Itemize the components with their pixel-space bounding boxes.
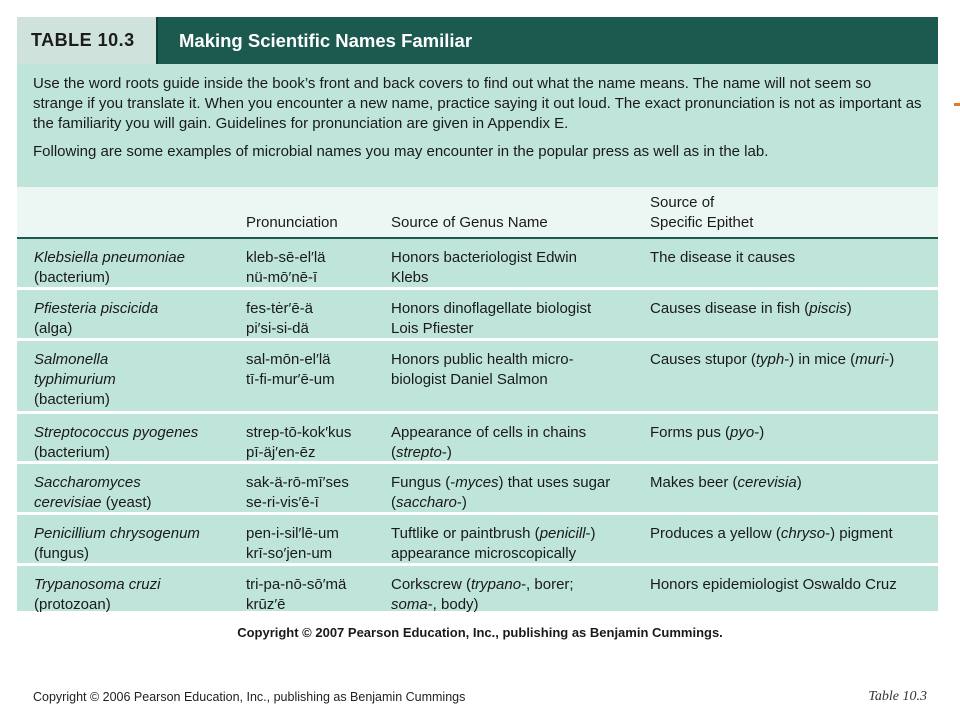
text-run: -) pigment (825, 525, 893, 542)
root-word: chryso (780, 525, 826, 542)
epithet-source-cell: The disease it causes (650, 249, 796, 266)
genus-source-line (391, 473, 641, 493)
genus-source-line (391, 595, 641, 615)
genus-source-cell (391, 299, 641, 339)
pronunciation-cell (246, 350, 386, 390)
table-row (17, 515, 938, 566)
pronunciation-line: kleb-sē-el′lä (246, 249, 326, 266)
pronunciation-line: krī-so′jen-um (246, 545, 333, 562)
root-word: pyo (730, 424, 755, 441)
pronunciation-line: se-ri-vis′ē-ī (246, 494, 319, 511)
genus-source-cell (391, 473, 641, 513)
text-run: ( (391, 444, 396, 461)
table-intro (17, 64, 938, 187)
pronunciation-line: sal-mōn-el′lä (246, 351, 331, 368)
pronunciation-line: krūz′ē (246, 596, 286, 613)
text-run: -, borer; (521, 576, 574, 593)
root-word: saccharo (396, 494, 457, 511)
header-pronunciation: Pronunciation (246, 214, 338, 231)
table-row (17, 464, 938, 515)
text-run: Causes disease in fish ( (650, 300, 810, 317)
genus-source-line (391, 524, 641, 544)
pronunciation-line: pi′si-si-dä (246, 320, 309, 337)
organism-type: (bacterium) (34, 269, 110, 286)
organism-name: Salmonella (34, 351, 109, 368)
genus-source-line: Lois Pfiester (391, 320, 474, 337)
table-copyright: Copyright © 2007 Pearson Education, Inc., publishing as Benjamin Cummings. (237, 625, 723, 640)
pronunciation-line: tri-pa-nō-sō′mä (246, 576, 347, 593)
header-epithet-line2: Specific Epithet (650, 214, 754, 231)
organism-type: (protozoan) (34, 596, 111, 613)
intro-examples: Following are some examples of microbial names you may encounter in the popular press as well as in the lab. (33, 143, 769, 160)
table-label: TABLE 10.3 (17, 17, 158, 64)
text-run: -) (441, 444, 452, 461)
header-epithet-source (650, 193, 938, 233)
table-row (17, 341, 938, 414)
table-row (17, 566, 938, 611)
organism-cell (34, 350, 239, 410)
pronunciation-cell (246, 248, 386, 288)
root-word: cerevisia (737, 474, 797, 491)
organism-name: Penicillium chrysogenum (34, 525, 200, 542)
intro-paragraph: Use the word roots guide inside the book’s front and back covers to find out what the name means. The name will not seem so strange if you translate it. When you encounter a new name, practice saying it out loud. The exact pronunciation is not as important as the familiarity you will gain. Guidelines for pronunciation are given in Appendix E. (33, 75, 922, 132)
organism-name: Pfiesteria piscicida (34, 300, 159, 317)
genus-source-line: Honors bacteriologist Edwin (391, 249, 577, 266)
table-10-3 (17, 17, 938, 611)
organism-name: Trypanosoma cruzi (34, 576, 161, 593)
table-title: Making Scientific Names Familiar (179, 29, 473, 51)
genus-source-line (391, 443, 641, 463)
organism-type: (fungus) (34, 545, 90, 562)
pronunciation-cell (246, 299, 386, 339)
pronunciation-line: pen-i-sil′lē-um (246, 525, 339, 542)
text-run: ( (391, 494, 396, 511)
text-run: ) (846, 300, 852, 317)
text-run: -) (884, 351, 895, 368)
epithet-source-cell (650, 524, 938, 544)
organism-name: cerevisiae (34, 494, 102, 511)
text-run: Fungus (- (391, 474, 456, 491)
organism-type: (bacterium) (34, 444, 110, 461)
text-run: -) in mice ( (784, 351, 856, 368)
text-run: ) (796, 474, 802, 491)
organism-type: (bacterium) (34, 391, 110, 408)
genus-source-line: Klebs (391, 269, 429, 286)
organism-cell (34, 575, 239, 615)
root-word: piscis (809, 300, 847, 317)
text-run: Produces a yellow ( (650, 525, 781, 542)
pronunciation-cell (246, 575, 386, 615)
genus-source-cell (391, 248, 641, 288)
genus-source-line: appearance microscopically (391, 545, 577, 562)
genus-source-cell (391, 575, 641, 615)
organism-type: (yeast) (105, 494, 152, 511)
table-row (17, 414, 938, 464)
pronunciation-cell (246, 524, 386, 564)
table-row (17, 239, 938, 290)
root-word: penicill (539, 525, 586, 542)
table-title-bar (17, 17, 938, 64)
text-run: Tuftlike or paintbrush ( (391, 525, 540, 542)
text-run: -) (585, 525, 596, 542)
footer-copyright: Copyright © 2006 Pearson Education, Inc., publishing as Benjamin Cummings (33, 690, 466, 704)
root-word: myces (455, 474, 499, 491)
organism-name: Saccharomyces (34, 474, 141, 491)
table-row (17, 290, 938, 341)
pronunciation-line: sak-ä-rō-mī′ses (246, 474, 349, 491)
epithet-source-cell (650, 299, 938, 319)
organism-name: Streptococcus pyogenes (34, 424, 199, 441)
genus-source-cell (391, 524, 641, 564)
text-run: Corkscrew ( (391, 576, 472, 593)
organism-cell (34, 423, 239, 463)
text-run: ) that uses sugar (498, 474, 611, 491)
root-word: strepto (396, 444, 442, 461)
organism-type: (alga) (34, 320, 73, 337)
organism-name: typhimurium (34, 371, 116, 388)
pronunciation-line: fes-tėr′ē-ä (246, 300, 314, 317)
organism-cell (34, 248, 239, 288)
pronunciation-cell (246, 473, 386, 513)
text-run: -, body) (427, 596, 479, 613)
pronunciation-line: strep-tō-kok′kus (246, 424, 352, 441)
organism-cell (34, 473, 239, 513)
pronunciation-line: pī-äj′en-ēz (246, 444, 316, 461)
genus-source-cell (391, 350, 641, 390)
root-word: trypano (471, 576, 522, 593)
text-run: Causes stupor ( (650, 351, 756, 368)
table-header-row (17, 187, 938, 239)
genus-source-line: Honors public health micro- (391, 351, 574, 368)
genus-source-line (391, 493, 641, 513)
organism-name: Klebsiella pneumoniae (34, 249, 185, 266)
pronunciation-line: tī-fi-mur′ē-um (246, 371, 335, 388)
genus-source-line: Appearance of cells in chains (391, 424, 587, 441)
organism-cell (34, 299, 239, 339)
text-run: Makes beer ( (650, 474, 738, 491)
organism-cell (34, 524, 239, 564)
root-word: muri (855, 351, 885, 368)
pronunciation-line: nü-mō′nē-ī (246, 269, 318, 286)
root-word: soma (391, 596, 428, 613)
pronunciation-cell (246, 423, 386, 463)
header-genus-source: Source of Genus Name (391, 214, 548, 231)
epithet-source-cell (650, 423, 938, 443)
footer-table-number: Table 10.3 (868, 689, 927, 704)
text-run: -) (754, 424, 765, 441)
genus-source-line: biologist Daniel Salmon (391, 371, 548, 388)
root-word: typh (755, 351, 785, 368)
slide-accent-mark (954, 103, 960, 106)
genus-source-cell (391, 423, 641, 463)
epithet-source-cell (650, 350, 938, 370)
text-run: -) (456, 494, 467, 511)
genus-source-line: Honors dinoflagellate biologist (391, 300, 592, 317)
genus-source-line (391, 575, 641, 595)
epithet-source-cell: Honors epidemiologist Oswaldo Cruz (650, 576, 897, 593)
epithet-source-cell (650, 473, 938, 493)
header-epithet-line1: Source of (650, 194, 715, 211)
text-run: Forms pus ( (650, 424, 731, 441)
